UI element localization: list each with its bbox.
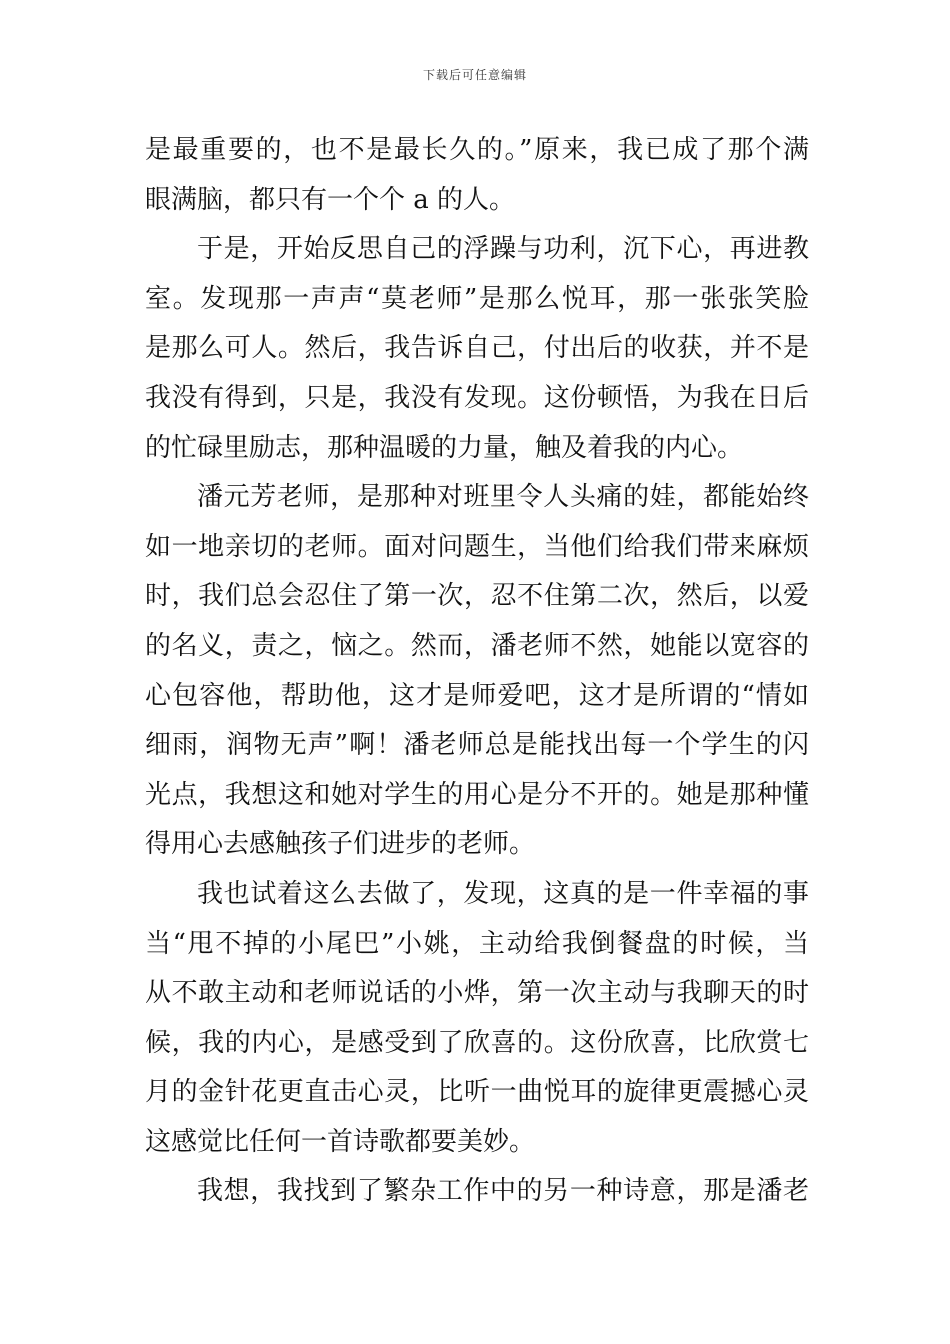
text-line: 的忙碌里励志，那种温暖的力量，触及着我的内心。	[145, 432, 744, 463]
text-line: 我也试着这么去做了，发现，这真的是一件幸福的事	[197, 878, 809, 909]
text-line: 是那么可人。然后，我告诉自己，付出后的收获，并不是	[145, 333, 809, 364]
text-line: 月的金针花更直击心灵，比听一曲悦耳的旋律更震撼心灵	[145, 1077, 809, 1108]
text-line: 当“甩不掉的小尾巴”小姚，主动给我倒餐盘的时候，当	[145, 928, 809, 959]
text-line: 我没有得到，只是，我没有发现。这份顿悟，为我在日后	[145, 382, 809, 413]
text-line: 心包容他，帮助他，这才是师爱吧，这才是所谓的“情如	[145, 680, 809, 711]
text-line: 这感觉比任何一首诗歌都要美妙。	[145, 1126, 536, 1157]
text-line: 时，我们总会忍住了第一次，忍不住第二次，然后，以爱	[145, 581, 809, 612]
text-line: 于是，开始反思自己的浮躁与功利，沉下心，再进教	[197, 234, 809, 265]
text-line: 如一地亲切的老师。面对问题生，当他们给我们带来麻烦	[145, 531, 809, 562]
text-line: 眼满脑，都只有一个个 a 的人。	[145, 184, 516, 215]
text-line: 光点，我想这和她对学生的用心是分不开的。她是那种懂	[145, 779, 809, 810]
text-line: 室。发现那一声声“莫老师”是那么悦耳，那一张张笑脸	[145, 283, 809, 314]
text-line: 的名义，责之，恼之。然而，潘老师不然，她能以宽容的	[145, 630, 809, 661]
document-body	[145, 126, 809, 1217]
text-line: 候，我的内心，是感受到了欣喜的。这份欣喜，比欣赏七	[145, 1027, 809, 1058]
text-line: 我想，我找到了繁杂工作中的另一种诗意，那是潘老	[197, 1176, 809, 1207]
text-line: 潘元芳老师，是那种对班里令人头痛的娃，都能始终	[197, 482, 809, 513]
text-line: 是最重要的，也不是最长久的。”原来，我已成了那个满	[145, 135, 809, 165]
text-line: 得用心去感触孩子们进步的老师。	[145, 829, 536, 860]
text-line: 从不敢主动和老师说话的小烨，第一次主动与我聊天的时	[145, 978, 809, 1009]
text-line: 细雨，润物无声”啊！潘老师总是能找出每一个学生的闪	[145, 730, 809, 761]
page-header: 下载后可任意编辑	[422, 68, 527, 82]
